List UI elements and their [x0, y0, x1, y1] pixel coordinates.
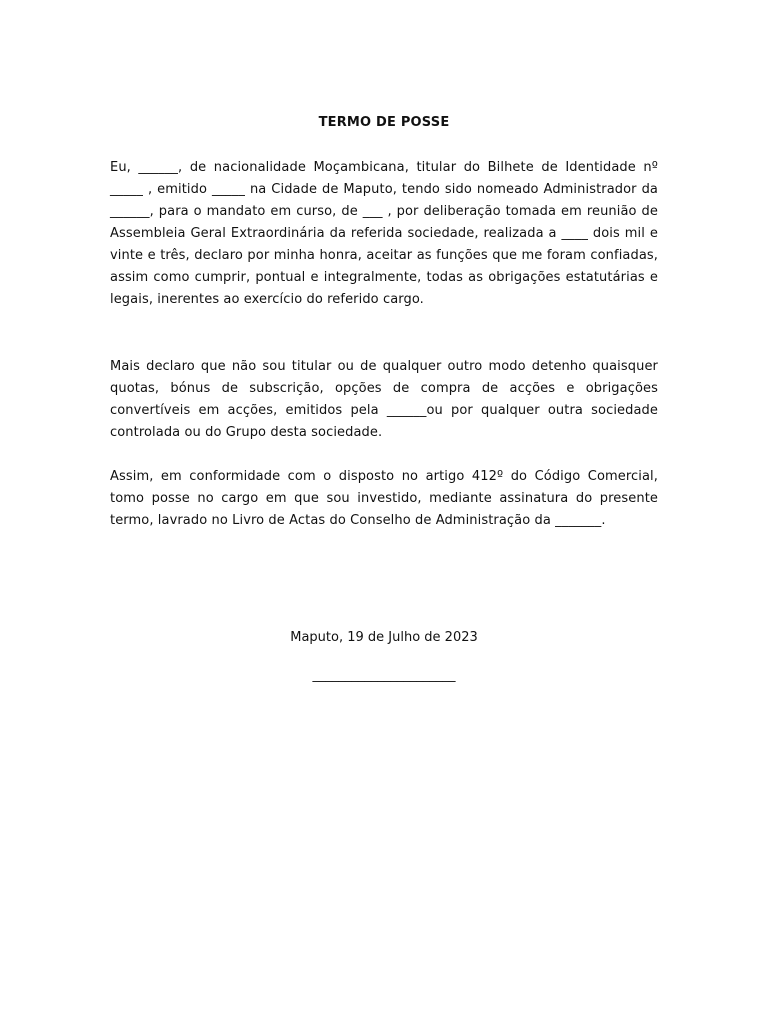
- paragraph-additional-declaration: Mais declaro que não sou titular ou de qualquer outro modo detenho quaisquer quotas, bónus de subscrição, opções de compra de acções e obrigações convertíveis em acções, emitidos pela ______ou por qualquer outra sociedade controlada ou do Grupo desta sociedade.: [110, 359, 658, 440]
- document-title: TERMO DE POSSE: [318, 115, 450, 130]
- signature-line: ______________________: [312, 668, 456, 683]
- paragraph-declaration: Eu, ______, de nacionalidade Moçambicana, titular do Bilhete de Identidade nº _____ , emitido _____ na Cidade de Maputo, tendo sido nomeado Administrador da ______, para o mandato em curso, de ___ , por deliberação tomada em reunião de Assembleia Geral Extraordinária da referida sociedade, realizada a ____ dois mil e vinte e três, declaro por minha honra, aceitar as funções que me foram confiadas, assim como cumprir, pontual e integralmente, todas as obrigações estatutárias e legais, inerentes ao exercício do referido cargo.: [110, 160, 658, 307]
- paragraph-taking-office: Assim, em conformidade com o disposto no artigo 412º do Código Comercial, tomo posse no cargo em que sou investido, mediante assinatura do presente termo, lavrado no Livro de Actas do Conselho de Administração da _______.: [110, 469, 658, 528]
- place-and-date: Maputo, 19 de Julho de 2023: [290, 630, 478, 645]
